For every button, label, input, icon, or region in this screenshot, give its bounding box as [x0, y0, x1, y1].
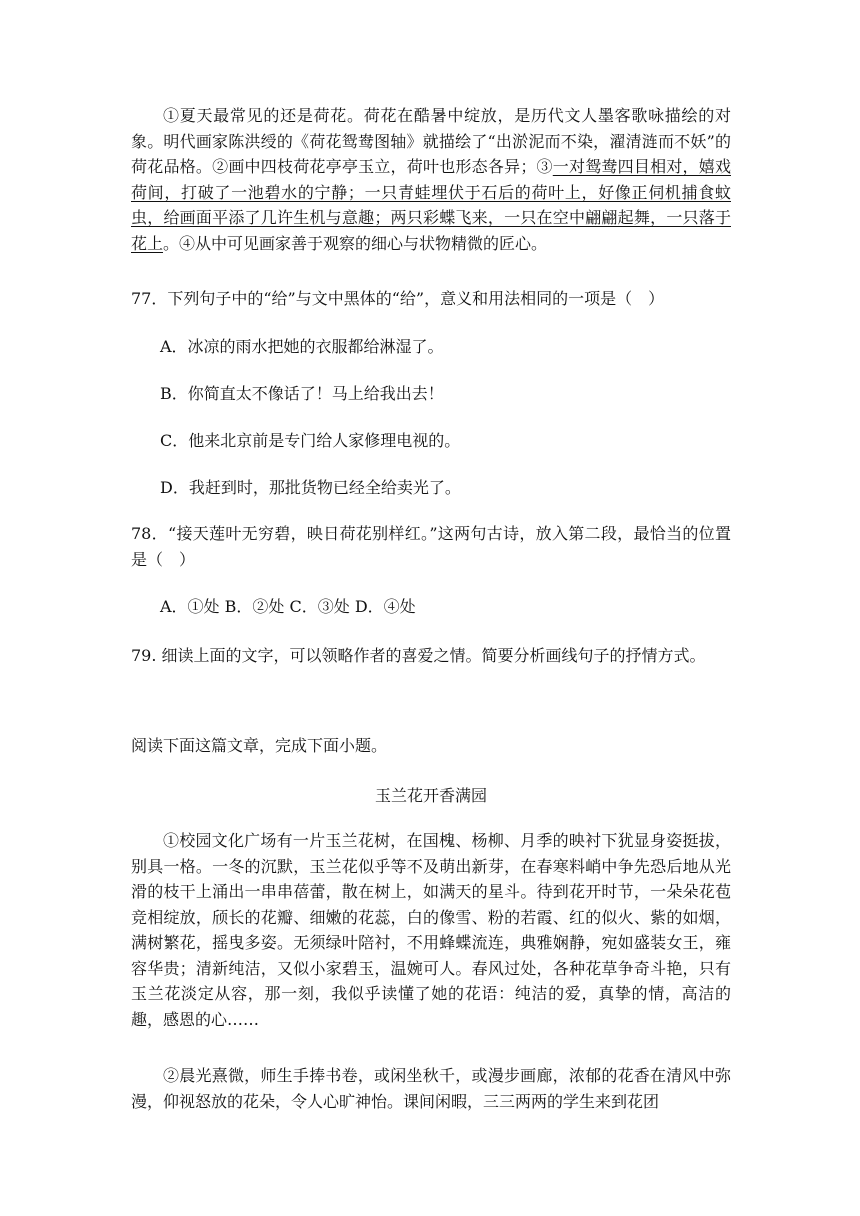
- question-77-option-b: B．你简直太不像话了！马上给我出去！: [160, 384, 444, 403]
- question-77-stem: 77．下列句子中的“给”与文中黑体的“给”，意义和用法相同的一项是（ ）: [131, 289, 665, 308]
- passage-paragraph-1: [131, 103, 731, 256]
- underlined-sentence: 一对鸳鸯四目相对，嬉戏荷间，打破了一池碧水的宁静；一只青蛙埋伏于石后的荷叶上，好像正伺机捕食蚊虫，给画面平添了几许生机与意趣；两只彩蝶飞来，一只在空中翩翩起舞，一只落于花上: [131, 157, 731, 253]
- question-77-option-d: D．我赶到时，那批货物已经全给卖光了。: [160, 478, 461, 497]
- article-paragraph-2: ②晨光熹微，师生手捧书卷，或闲坐秋千，或漫步画廊，浓郁的花香在清风中弥漫，仰视怒放的花朵，令人心旷神怡。课间闲暇，三三两两的学生来到花团: [131, 1066, 731, 1111]
- question-78-options: A．①处 B．②处 C．③处 D．④处: [160, 597, 416, 616]
- passage-text-end: 。④从中可见画家善于观察的细心与状物精微的匠心。: [163, 233, 548, 253]
- article-title: 玉兰花开香满园: [374, 786, 487, 805]
- question-78-stem: 78．“接天莲叶无穷碧，映日荷花别样红。”这两句古诗，放入第二段，最恰当的位置是（ ）: [131, 524, 731, 569]
- question-77-option-c: C．他来北京前是专门给人家修理电视的。: [160, 431, 461, 450]
- question-77-option-a: A．冰凉的雨水把她的衣服都给淋湿了。: [160, 337, 444, 356]
- reading-instruction: 阅读下面这篇文章，完成下面小题。: [131, 736, 388, 755]
- passage-text-start: ①夏天最常见的还是荷花。荷花在酷暑中绽放，是历代文人墨客歌咏描绘的对象。明代画家陈洪绶的《荷花鸳鸯图轴》就描绘了“出淤泥而不染，濯清涟而不妖”的荷花品格。②画中四枝荷花亭亭玉立，荷叶也形态各异；③: [131, 106, 731, 176]
- question-79-stem: 79. 细读上面的文字，可以领略作者的喜爱之情。简要分析画线句子的抒情方式。: [131, 646, 706, 665]
- article-paragraph-1: ①校园文化广场有一片玉兰花树，在国槐、杨柳、月季的映衬下犹显身姿挺拔，别具一格。一冬的沉默，玉兰花似乎等不及萌出新芽，在春寒料峭中争先恐后地从光滑的枝干上涌出一串串蓓蕾，散在树上，如满天的星斗。待到花开时节，一朵朵花苞竞相绽放，颀长的花瓣、细嫩的花蕊，白的像雪、粉的若霞、红的似火、紫的如烟，满树繁花，摇曳多姿。无须绿叶陪衬，不用蜂蝶流连，典雅娴静，宛如盛装女王，雍容华贵；清新纯洁，又似小家碧玉，温婉可人。春风过处，各种花草争奇斗艳，只有玉兰花淡定从容，那一刻，我似乎读懂了她的花语：纯洁的爱，真挚的情，高洁的趣，感恩的心……: [131, 831, 731, 1029]
